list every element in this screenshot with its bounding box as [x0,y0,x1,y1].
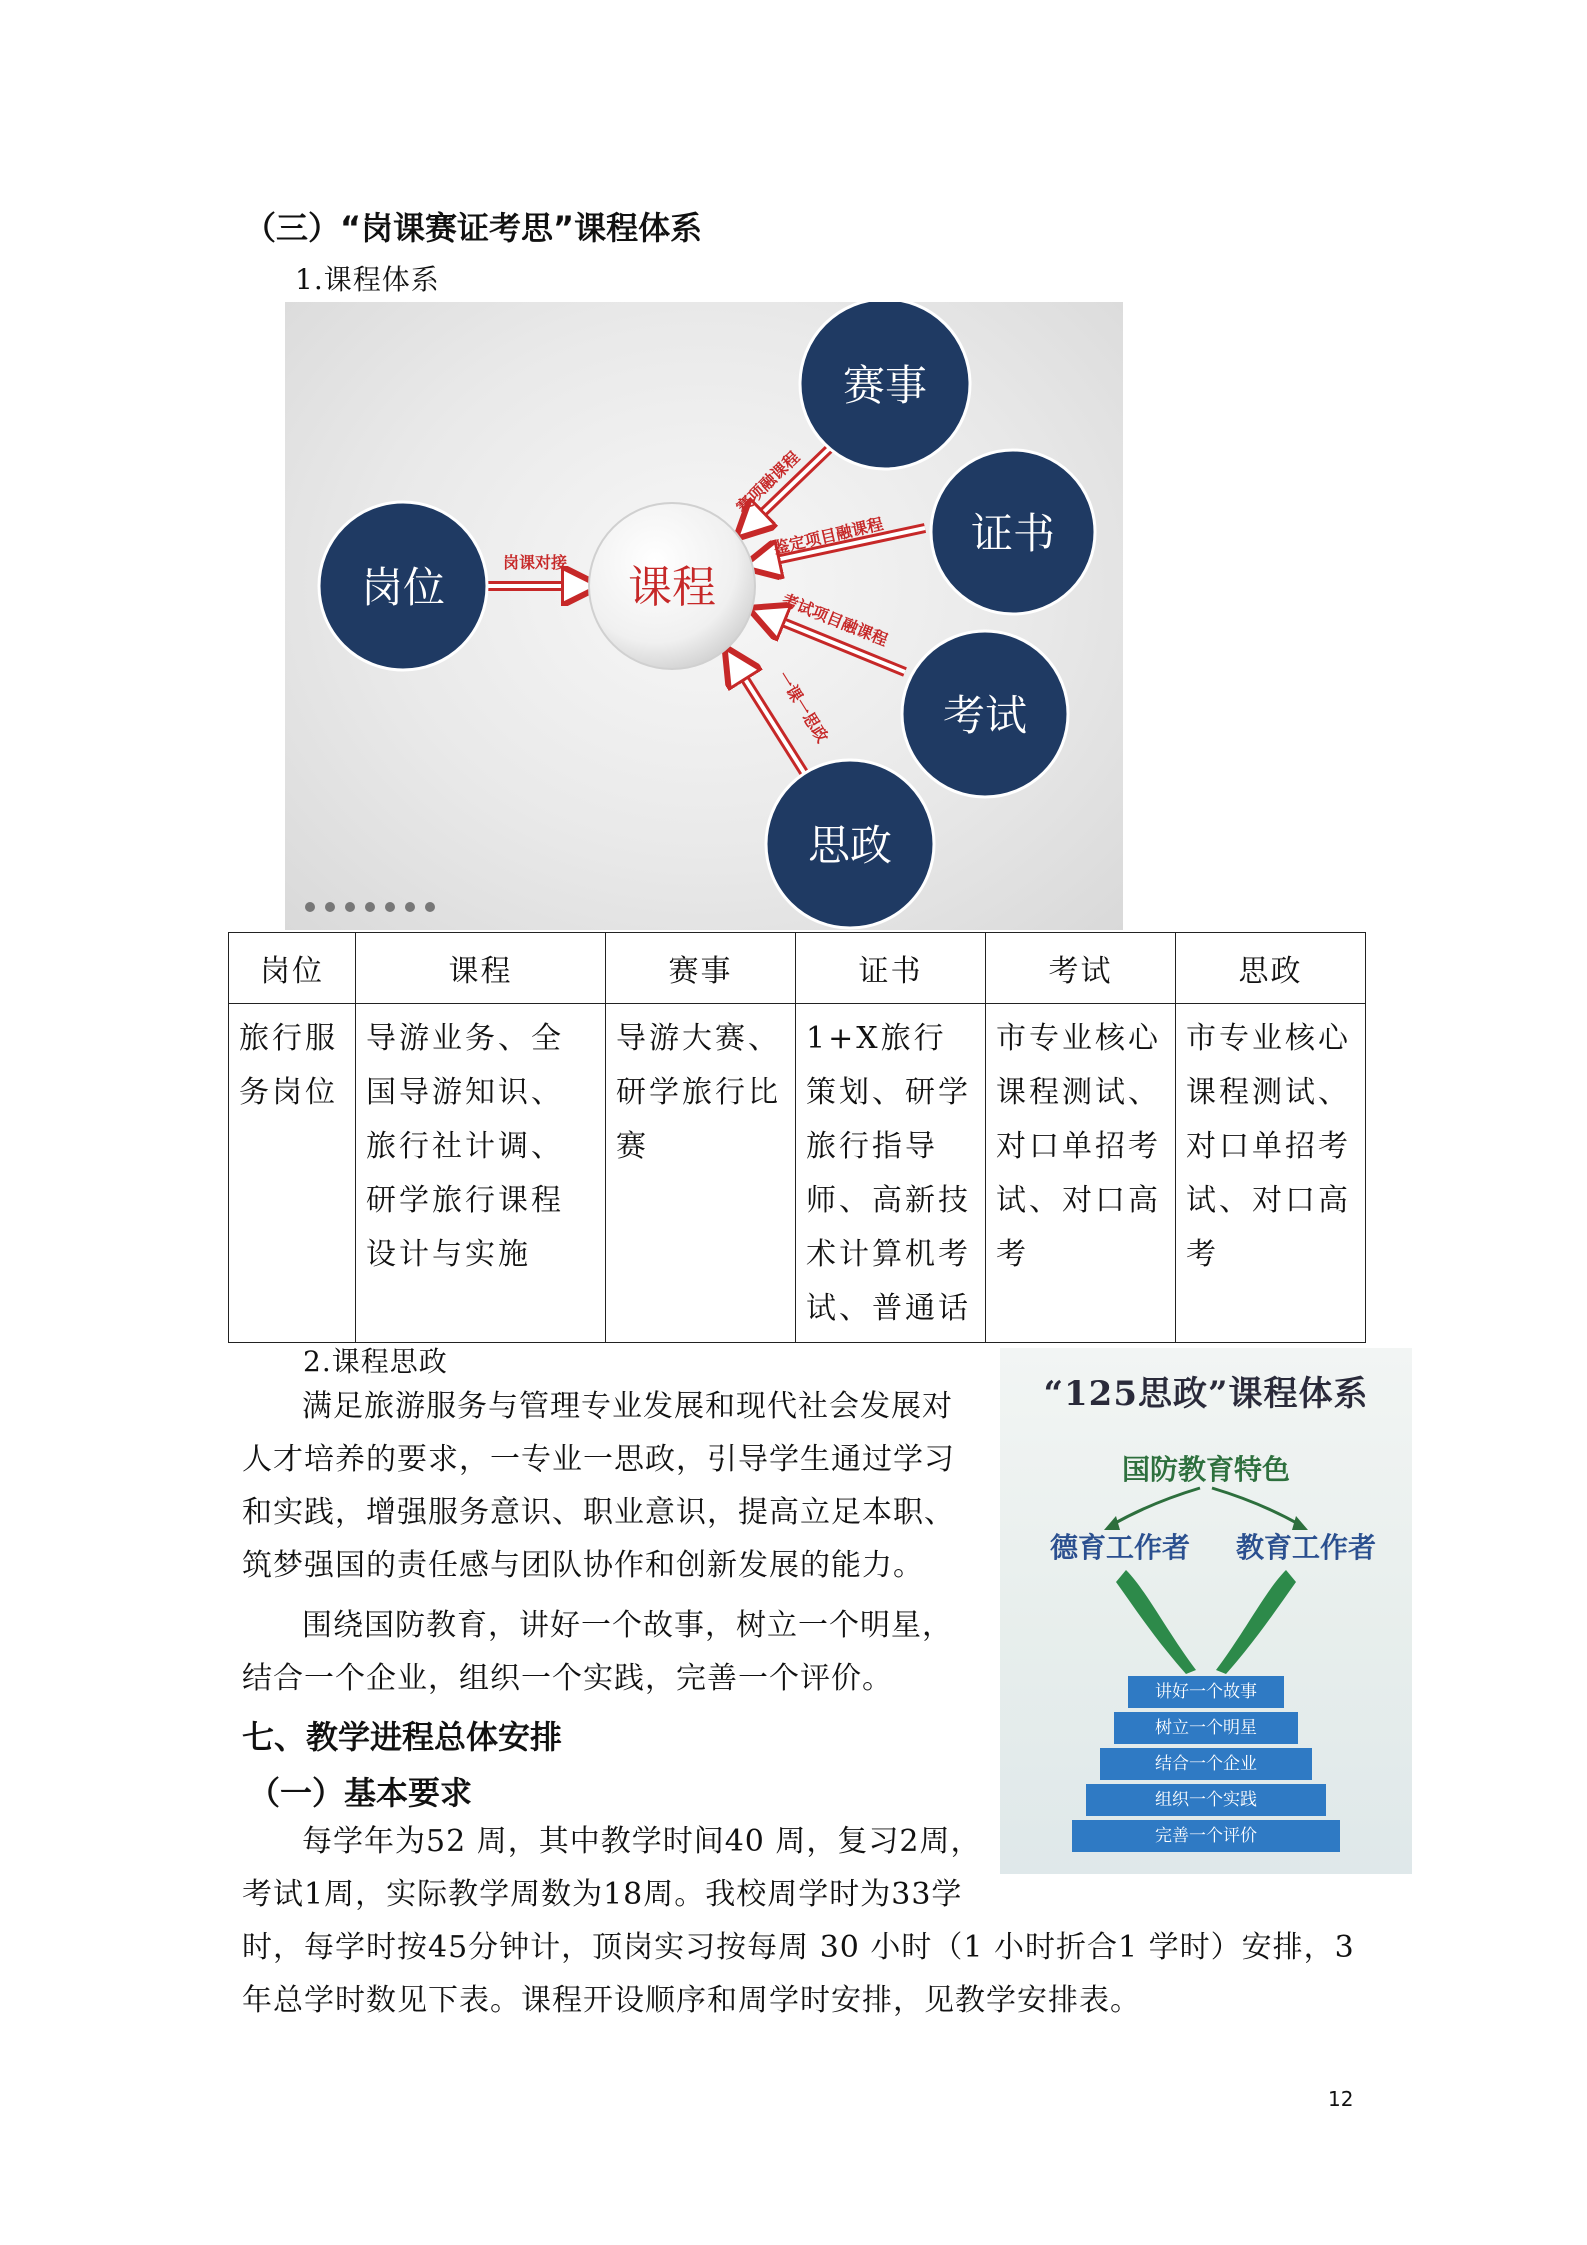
subtitle-icon[interactable] [405,902,415,912]
step-2: 树立一个明星 [1114,1712,1298,1744]
label-post-arrow: 岗课对接 [503,553,568,572]
label-exam-arrow: 考试项目融课程 [779,590,891,650]
label-competition-arrow: 赛项融课程 [732,447,804,517]
table-cell: 市专业核心课程测试、对口单招考试、对口高考 [986,1004,1176,1343]
table-header: 思政 [1176,933,1366,1004]
photo-title: “125思政”课程体系 [1043,1374,1369,1414]
zoom-icon[interactable] [365,902,375,912]
play-icon[interactable] [305,902,315,912]
step-3: 结合一个企业 [1100,1748,1312,1780]
photo-subtitle: 国防教育特色 [1121,1453,1290,1486]
page-number: 12 [1328,2087,1354,2111]
step-1: 讲好一个故事 [1128,1676,1284,1708]
paragraph-text: 每学年为52 周，其中教学时间40 周，复习2周，考试1周，实际教学周数为18周。我校周学时为33学时，每学时按45分钟计，顶岗实习按每周 30 小时（1 小时折合1 学时）安排，3 年总学时数见下表。课程开设顺序和周学时安排，见教学安排表。 [242,1815,1367,2027]
heading-section-7: 七、教学进程总体安排 [242,1718,563,1756]
node-exam-label: 考试 [942,691,1028,740]
table-header: 考试 [986,933,1176,1004]
node-competition-label: 赛事 [842,361,928,410]
step-5: 完善一个评价 [1072,1820,1340,1852]
table-header: 赛事 [606,933,796,1004]
table-cell: 导游大赛、研学旅行比赛 [606,1004,796,1343]
photo-wrap-spacer [982,1815,1367,1915]
table-cell: 导游业务、全国导游知识、旅行社计调、研学旅行课程设计与实施 [356,1004,606,1343]
photo-right-label: 教育工作者 [1236,1531,1377,1564]
course-system-diagram [285,302,1123,930]
paragraph-basic-requirements [242,1815,1367,2027]
subheading-course-ideology: 2.课程思政 [303,1345,448,1378]
camera-icon[interactable] [385,902,395,912]
heading-basic-requirements: （一）基本要求 [248,1774,473,1812]
section-heading: （三）“岗课赛证考思”课程体系 [244,209,703,247]
course-table [228,932,1366,1343]
center-label: 课程 [628,562,716,613]
more-icon[interactable] [425,902,435,912]
table-cell: 旅行服务岗位 [229,1004,356,1343]
paragraph-ideology: 满足旅游服务与管理专业发展和现代社会发展对人才培养的要求，一专业一思政，引导学生通过学习和实践，增强服务意识、职业意识，提高立足本职、筑梦强国的责任感与团队协作和创新发展的能力。 [242,1389,955,1583]
table-header: 证书 [796,933,986,1004]
table-row [229,1004,1366,1343]
table-header: 岗位 [229,933,356,1004]
prev-icon[interactable] [325,902,335,912]
table-cell: 市专业核心课程测试、对口单招考试、对口高考 [1176,1004,1366,1343]
table-header-row [229,933,1366,1004]
pen-icon[interactable] [345,902,355,912]
table-header: 课程 [356,933,606,1004]
node-ideology-label: 思政 [807,821,893,870]
label-ideology-arrow: 一课一思政 [773,668,833,746]
subheading-course-system: 1.课程体系 [295,263,440,296]
photo-left-label: 德育工作者 [1050,1531,1191,1564]
diagram-svg [285,302,1123,930]
label-certificate-arrow: 鉴定项目融课程 [771,514,886,558]
table-cell: 1+X旅行策划、研学旅行指导师、高新技术计算机考试、普通话 [796,1004,986,1343]
node-certificate-label: 证书 [970,509,1056,558]
node-post-label: 岗位 [360,563,446,612]
ideology-system-photo [1000,1348,1412,1874]
hands-icon [1116,1570,1296,1680]
step-4: 组织一个实践 [1086,1784,1326,1816]
paragraph-national-defense: 围绕国防教育，讲好一个故事，树立一个明星，结合一个企业，组织一个实践，完善一个评价。 [242,1608,953,1696]
